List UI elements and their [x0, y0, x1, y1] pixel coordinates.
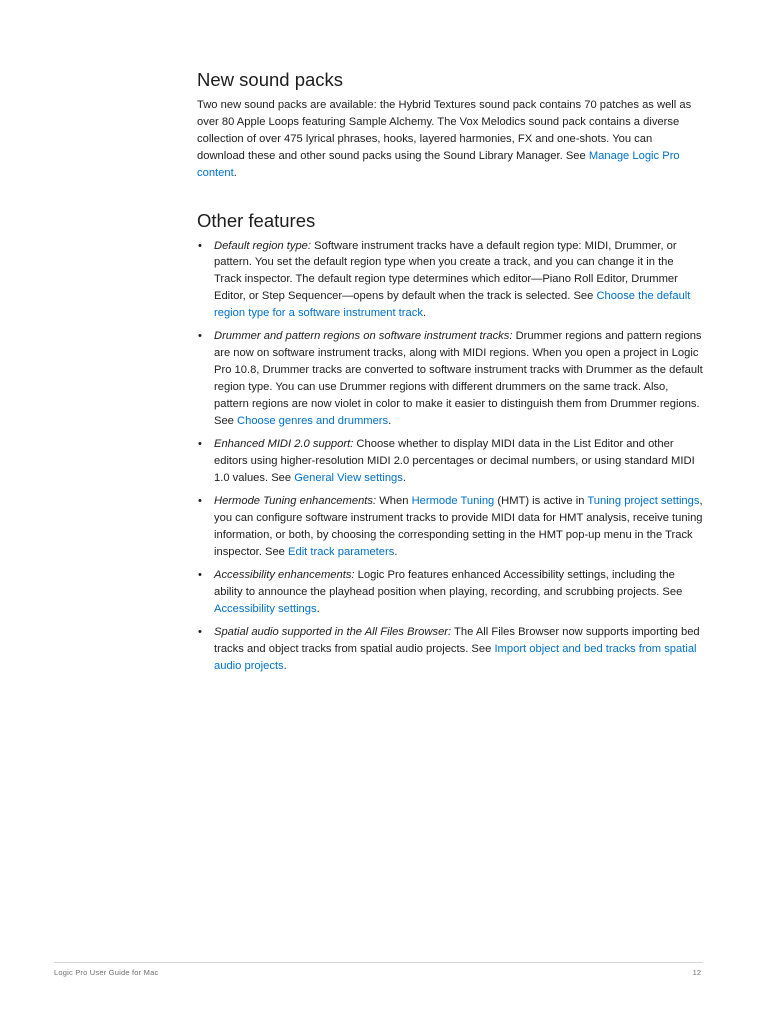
bullet: • — [198, 626, 202, 639]
item-text-end: . — [388, 414, 392, 427]
list-item-spatial-audio — [197, 624, 703, 675]
link-default-region-type[interactable]: Choose the default region type for a software instrument track — [214, 290, 691, 320]
bullet: • — [198, 438, 202, 451]
section-heading: Other features — [197, 209, 316, 231]
link-import-object-bed-tracks[interactable]: Import object and bed tracks from spatial audio projects — [214, 642, 697, 672]
list-item-drummer-pattern-regions — [197, 328, 703, 429]
link-tuning-project-settings[interactable]: Tuning project settings — [587, 495, 700, 508]
list-item-hermode-tuning — [197, 493, 703, 561]
item-term: Hermode Tuning enhancements: — [214, 495, 377, 508]
item-text: Drummer regions and pattern regions are now on software instrument tracks, along with MIDI regions. When you open a project in Logic Pro 10.8, Drummer tracks are converted to software instrument tracks with Drummer as the default region type. You can use Drummer regions with different drummers on the same track. Also, pattern regions are now violet in color to make it easier to distinguish them from Drummer regions. See — [214, 330, 703, 427]
item-term: Default region type: — [214, 239, 312, 252]
footer-title: Logic Pro User Guide for Mac — [54, 968, 159, 977]
bullet: • — [198, 569, 202, 582]
page-number: 12 — [692, 968, 701, 977]
paragraph-text: Two new sound packs are available: the Hybrid Textures sound pack contains 70 patches as well as over 80 Apple Loops featuring Sample Alchemy. The Vox Melodics sound pack contains a diverse collection of over 475 lyrical phrases, hooks, layered harmonies, FX and one-shots. You can download these and other sound packs using the Sound Library Manager. See — [197, 99, 692, 162]
features-list — [197, 238, 703, 675]
link-manage-logic-pro-content[interactable]: Manage Logic Pro content — [197, 149, 680, 179]
item-term: Drummer and pattern regions on software instrument tracks: — [214, 330, 513, 343]
item-text: Software instrument tracks have a default region type: MIDI, Drummer, or pattern. You set the default region type when you create a track, and you can change it in the Track inspector. The default region type determines which editor—Piano Roll Editor, Drummer Editor, or Step Sequencer—opens by default when the track is selected. See — [214, 239, 678, 303]
item-term: Enhanced MIDI 2.0 support: — [214, 438, 354, 451]
page-content — [197, 66, 703, 681]
link-general-view-settings[interactable]: General View settings — [294, 471, 403, 484]
section-heading: New sound packs — [197, 69, 344, 90]
list-item-midi-2-support — [197, 436, 703, 487]
item-text-end: . — [394, 545, 398, 558]
item-text: , you can configure software instrument tracks to provide MIDI data for HMT analysis, receive tuning information, or both, by choosing the corresponding setting in the HMT pop-up menu in the Track inspector. See — [214, 495, 703, 558]
bullet: • — [198, 239, 202, 252]
bullet: • — [198, 495, 202, 508]
section-other-features — [197, 207, 703, 675]
link-edit-track-parameters[interactable]: Edit track parameters — [288, 545, 395, 558]
item-term: Accessibility enhancements: — [214, 569, 355, 582]
link-hermode-tuning[interactable]: Hermode Tuning — [411, 495, 495, 508]
section-new-sound-packs — [197, 66, 703, 182]
item-text-end: . — [402, 471, 406, 484]
item-text: The All Files Browser now supports importing bed tracks and object tracks from spatial audio projects. See — [214, 626, 700, 655]
bullet: • — [198, 330, 202, 343]
list-item-accessibility — [197, 567, 703, 618]
item-term: Spatial audio supported in the All Files Browser: — [214, 626, 452, 639]
item-text-end: . — [422, 307, 427, 320]
item-text: Logic Pro features enhanced Accessibility settings, including the ability to announce the playhead position when playing, recording, and scrubbing projects. See — [214, 569, 683, 598]
list-item-default-region-type — [197, 238, 703, 323]
link-choose-genres-drummers[interactable]: Choose genres and drummers — [237, 414, 389, 427]
item-text: When — [376, 495, 412, 508]
paragraph-end: . — [233, 166, 237, 179]
item-text-end: . — [283, 659, 287, 672]
item-text: Choose whether to display MIDI data in the List Editor and other editors using higher-resolution MIDI 2.0 percentages or decimal numbers, or using standard MIDI 1.0 values. See — [214, 438, 695, 484]
item-text: (HMT) is active in — [494, 495, 588, 508]
footer-divider — [54, 962, 703, 963]
link-accessibility-settings[interactable]: Accessibility settings — [214, 602, 317, 615]
section-paragraph — [197, 97, 703, 182]
item-text-end: . — [316, 602, 320, 615]
